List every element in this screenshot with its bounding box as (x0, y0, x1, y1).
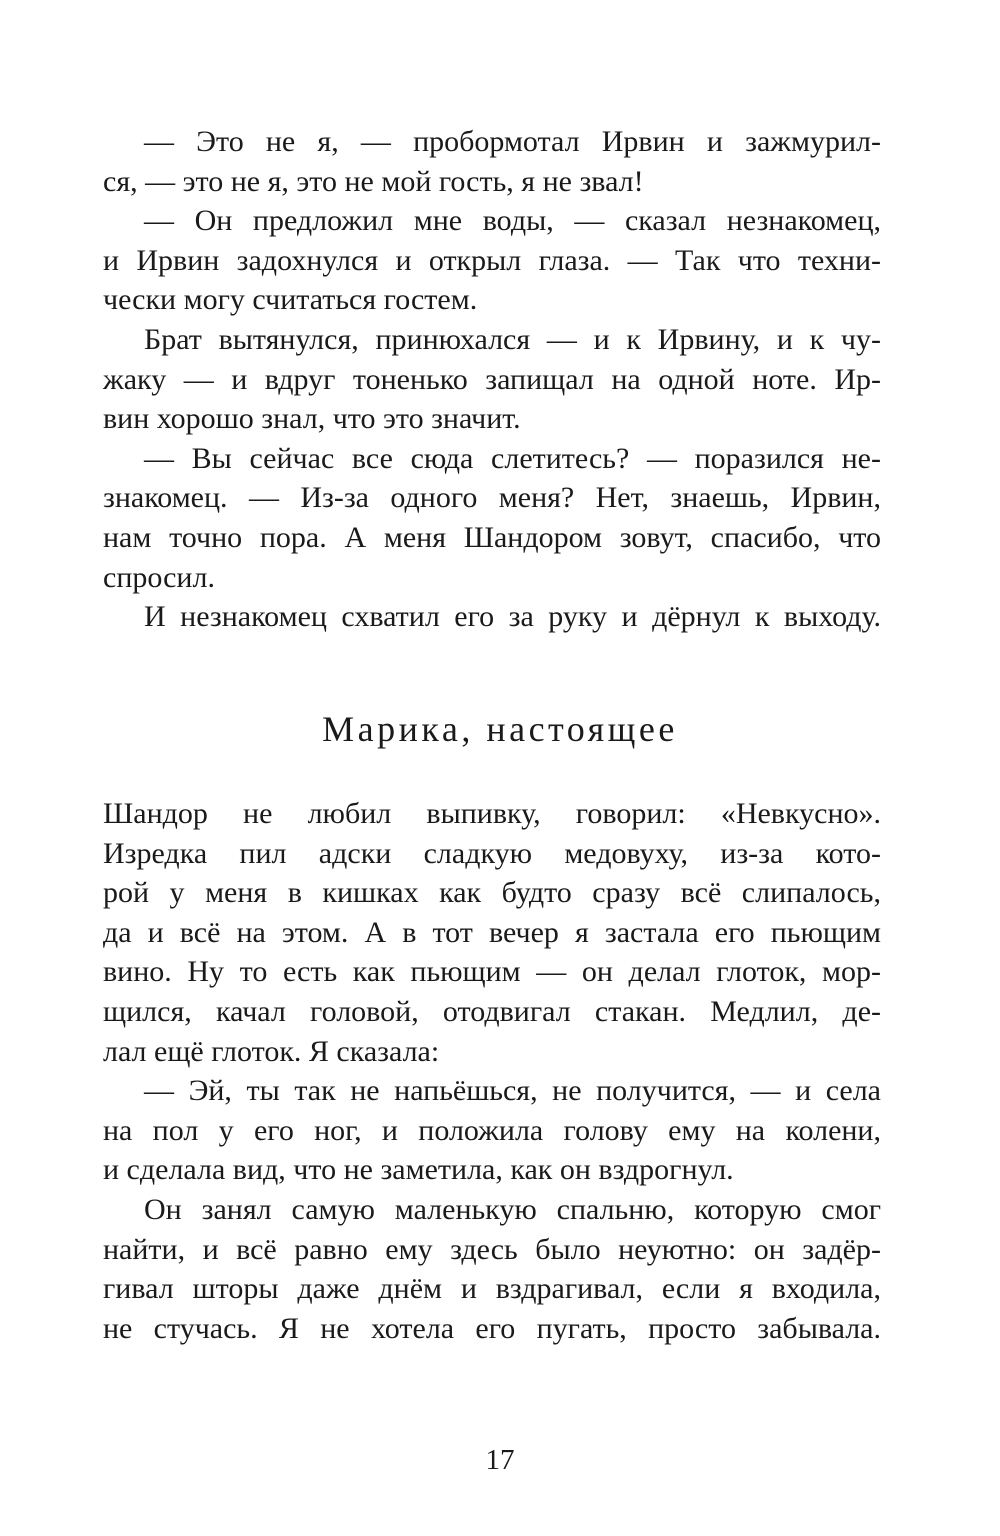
text-line: и Ирвин задохнулся и открыл глаза. — Так что техни- (103, 243, 881, 277)
text-line: Он занял самую маленькую спальню, которую смог (144, 1192, 881, 1226)
text-line: вин хорошо знал, что это значит. (103, 402, 521, 436)
text-block-chapter-body (103, 794, 881, 1348)
text-line: нам точно пора. А меня Шандором зовут, спасибо, что (103, 520, 881, 554)
text-line: Шандор не любил выпивку, говорил: «Невкусно». (103, 797, 881, 830)
text-line: на пол у его ног, и положила голову ему на колени, (103, 1113, 881, 1147)
text-line: рой у меня в кишках как будто сразу всё слипалось, (103, 876, 881, 910)
text-line: знакомец. — Из-за одного меня? Нет, знаешь, Ирвин, (103, 481, 881, 515)
text-line: жаку — и вдруг тоненько запищал на одной ноте. Ир- (103, 362, 881, 396)
text-line: да и всё на этом. А в тот вечер я застала его пьющим (103, 915, 881, 949)
text-line: — Это не я, — пробормотал Ирвин и зажмурил- (144, 125, 881, 158)
text-line: вино. Ну то есть как пьющим — он делал глоток, мор- (103, 955, 881, 989)
text-line: — Вы сейчас все сюда слетитесь? — поразился не- (144, 441, 881, 475)
text-block-before-chapter (103, 122, 881, 637)
text-line: Изредка пил адски сладкую медовуху, из-за кото- (103, 836, 881, 870)
text-line: ся, — это не я, это не мой гость, я не звал! (103, 164, 644, 198)
text-line: — Эй, ты так не напьёшься, не получится, — и села (144, 1074, 881, 1108)
text-line: найти, и всё равно ему здесь было неуютно: он задёр- (103, 1232, 881, 1266)
text-line: щился, качал головой, отодвигал стакан. Медлил, де- (103, 994, 881, 1028)
page-number: 17 (485, 1444, 515, 1476)
text-line: Брат вытянулся, принюхался — и к Ирвину, и к чу- (144, 322, 881, 356)
text-line: чески могу считаться гостем. (103, 283, 478, 317)
text-line: И незнакомец схватил его за руку и дёрнул к выходу. (144, 600, 881, 634)
text-line: лал ещё глоток. Я сказала: (103, 1034, 440, 1068)
text-line: спросил. (103, 560, 215, 594)
chapter-title: Марика, настоящее (322, 709, 678, 749)
text-line: гивал шторы даже днём и вздрагивал, если я входила, (103, 1272, 881, 1306)
text-line: — Он предложил мне воды, — сказал незнакомец, (144, 204, 881, 238)
text-line: не стучась. Я не хотела его пугать, просто забывала. (103, 1311, 881, 1345)
text-line: и сделала вид, что не заметила, как он вздрогнул. (103, 1153, 734, 1187)
